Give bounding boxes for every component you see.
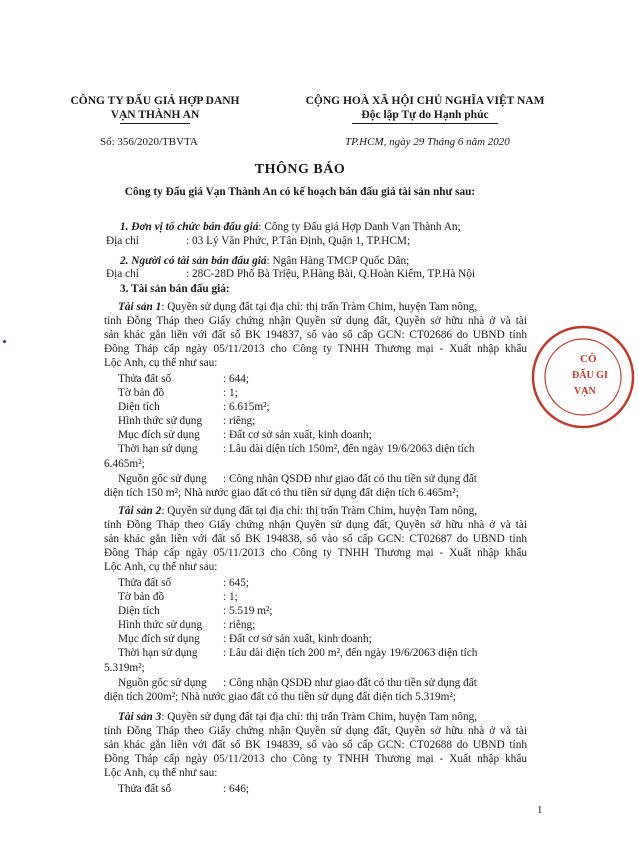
section1-value: : Công ty Đấu giá Hợp Danh Vạn Thành An; [258,221,461,233]
company-name-line2: VẠN THÀNH AN [110,109,200,121]
asset2-intro-line3: sản khác gắn liền với đất số BK 194838, số vào sổ cấp GCN: CT02687 do UBND tỉnh [104,533,527,545]
country-name: CỘNG HOÀ XÃ HỘI CHỦ NGHĨA VIỆT NAM [305,95,545,107]
asset2-intro-line1 [118,505,527,519]
row-label: Mục đích sử dụng [118,429,200,441]
asset1-term-cont: 6.465m²; [104,458,145,470]
row-label: Thửa đất số [118,373,172,385]
asset2-row-purpose [118,633,498,647]
row-label: Nguồn gốc sử dụng [118,677,207,689]
row-value: : riêng; [223,415,256,427]
row-value: : 646; [223,783,250,795]
row-value: : 645; [223,577,250,589]
row-label: Diện tích [118,401,160,413]
asset1-intro-line3: sản khác gắn liền với đất số BK 194837, số vào sổ cấp GCN: CT02686 do UBND tỉnh [104,329,527,341]
asset2-intro-line2: tỉnh Đồng Tháp theo Giấy chứng nhận Quyền sử dụng đất, Quyền sở hữu nhà ở và tài [104,519,527,531]
asset2-row-plot [118,577,498,591]
national-motto: Độc lập Tự do Hạnh phúc [361,109,489,121]
asset2-intro-line5: Lộc Anh, cụ thể như sau: [104,561,218,573]
asset1-intro-line2: tỉnh Đồng Tháp theo Giấy chứng nhận Quyền sử dụng đất, Quyền sở hữu nhà ở và tài [104,315,527,327]
row-value: : 6.615m²; [223,401,270,413]
row-value: : 5.519 m²; [223,605,273,617]
section2-address-label: Địa chỉ [106,268,139,280]
page-number: 1 [537,804,543,816]
section2-line [120,255,409,269]
asset1-row-map [118,387,498,401]
asset1-label: Tài sản 1 [118,301,162,313]
asset2-row-term [118,647,498,661]
asset1-intro-text: : Quyền sử dụng đất tại địa chỉ: thị trấn Tràm Chim, huyện Tam nông, [161,301,478,313]
row-value: : 644; [223,373,250,385]
section3-heading: 3. Tài sản bán đấu giá: [120,283,230,295]
asset2-row-form [118,619,498,633]
page-subtitle: Công ty Đấu giá Vạn Thành An có kế hoạch bán đấu giá tài sản như sau: [124,186,476,198]
row-value: : Đất cơ sở sản xuất, kinh doanh; [223,429,372,441]
asset1-intro-line5: Lộc Anh, cụ thể như sau: [104,357,218,369]
section2-value: : Ngân Hàng TMCP Quốc Dân; [266,255,410,267]
asset3-intro-line5: Lộc Anh, cụ thể như sau: [104,767,218,779]
section1-heading: 1. Đơn vị tổ chức bán đấu giá [120,221,259,233]
section1-address-value: : 03 Lý Văn Phức, P.Tân Định, Quận 1, TP.HCM; [186,235,411,247]
asset2-label: Tài sản 2 [118,505,162,517]
section2-address [106,268,526,282]
company-seal [528,322,638,432]
row-label: Thửa đất số [118,577,172,589]
row-value: : Lâu dài diện tích 150m², đến ngày 19/6/2063 diện tích [223,443,475,455]
company-name-line1: CÔNG TY ĐẤU GIÁ HỢP DANH [70,95,240,107]
scan-dot [3,340,6,343]
asset1-row-origin [118,473,498,487]
row-label: Thửa đất số [118,783,172,795]
asset1-row-term [118,443,498,457]
asset3-label: Tài sản 3 [118,711,162,723]
asset1-row-purpose [118,429,498,443]
asset1-row-form [118,415,498,429]
asset2-origin-cont: diện tích 200m²; Nhà nước giao đất có thu tiền sử dụng đất diện tích 5.319m²; [104,691,456,703]
row-label: Hình thức sử dụng [118,619,203,631]
row-label: Nguồn gốc sử dụng [118,473,207,485]
row-label: Tờ bản đồ [118,387,165,399]
motto-underline [352,123,498,124]
section1-line [120,221,461,235]
asset1-row-plot [118,373,498,387]
seal-text-3: VẠN [574,386,596,397]
asset3-intro-line4: Đồng Tháp cấp ngày 05/11/2013 cho Công ty TNHH Thương mại - Xuất nhập khẩu [104,753,527,765]
row-value: : riêng; [223,619,256,631]
section2-address-value: : 28C-28D Phố Bà Triệu, P.Hàng Bài, Q.Hoàn Kiếm, TP.Hà Nội [186,268,476,280]
asset3-intro-text: : Quyền sử dụng đất tại địa chỉ: thị trấn Tràm Chim, huyện Tam nông, [161,711,478,723]
asset2-row-origin [118,677,498,691]
section2-heading: 2. Người có tài sản bán đấu giá [120,255,267,267]
asset3-intro-line1 [118,711,527,725]
asset2-intro-line4: Đồng Tháp cấp ngày 05/11/2013 cho Công ty TNHH Thương mại - Xuất nhập khẩu [104,547,527,559]
seal-text-2: ĐẤU GI [572,370,608,381]
doc-number: Số: 356/2020/TBVTA [100,136,198,148]
row-value: : Công nhận QSDĐ như giao đất có thu tiền sử dụng đất [223,473,477,485]
page-title: THÔNG BÁO [254,162,346,177]
seal-text-1: CÔ [580,353,597,365]
doc-date: TP.HCM, ngày 29 Tháng 6 năm 2020 [345,136,510,148]
asset1-origin-cont: diện tích 150 m²; Nhà nước giao đất có thu tiền sử dụng đất diện tích 6.465m²; [104,487,459,499]
section1-address-label: Địa chỉ [106,235,139,247]
row-label: Thời hạn sử dụng [118,443,198,455]
section1-address [106,235,526,249]
row-label: Tờ bản đồ [118,591,165,603]
asset2-intro-text: : Quyền sử dụng đất tại địa chỉ: thị trấn Tràm Chim, huyện Tam nông, [161,505,478,517]
asset3-intro-line2: tỉnh Đồng Tháp theo Giấy chứng nhận Quyền sử dụng đất, Quyền sở hữu nhà ở và tài [104,725,527,737]
row-value: : Lâu dài diện tích 200 m², đến ngày 19/6/2063 diện tích [223,647,478,659]
asset1-intro-line1 [118,301,527,315]
row-label: Thời hạn sử dụng [118,647,198,659]
row-value: : 1; [223,387,238,399]
row-label: Diện tích [118,605,160,617]
company-underline [120,123,190,124]
row-value: : Công nhận QSDĐ như giao đất có thu tiền sử dụng đất [223,677,477,689]
asset1-intro-line4: Đồng Tháp cấp ngày 05/11/2013 cho Công ty TNHH Thương mại - Xuất nhập khẩu [104,343,527,355]
row-value: : 1; [223,591,238,603]
asset2-row-map [118,591,498,605]
asset1-row-area [118,401,498,415]
row-label: Mục đích sử dụng [118,633,200,645]
row-label: Hình thức sử dụng [118,415,203,427]
row-value: : Đất cơ sở sản xuất, kinh doanh; [223,633,372,645]
asset3-row-plot [118,783,498,797]
asset2-row-area [118,605,498,619]
asset3-intro-line3: sản khác gắn liền với đất số BK 194839, số vào sổ cấp GCN: CT02688 do UBND tỉnh [104,739,527,751]
asset2-term-cont: 5.319m²; [104,662,145,674]
